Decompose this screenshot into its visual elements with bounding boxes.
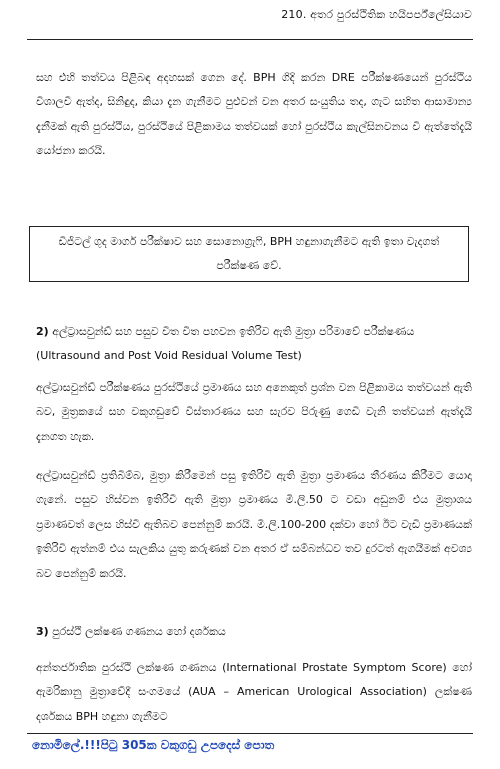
header-divider [27,39,473,40]
footer-divider [27,733,473,734]
section-2-title: අල්ට්‍රාසවුන්ඩ් සහ පසුව විත විත පහවන ඉතිරිව ඇති මුත්‍රා පරිමාවේ පරීක්ෂණය (Ultrasound and Post Void Residual Volume Test) [36,325,415,363]
section-2-paragraph-2: අල්ට්‍රාසවුන්ඩ් ප්‍රතිබිම්බ, මුත්‍රා කිරීමෙන් පසු ඉතිරිවී ඇති මුත්‍රා ප්‍රමාණය තීරණය කිරීමට යොදා ගැනේ. පසුව හිස්වන ඉතිරිවී ඇති මුත්‍රා ප්‍රමාණය මි.ලි.50 ට වඩා අඩුනම් එය මුත්‍රාශය ප්‍රමාණවත් ලෙස හිස්වී ඇතිබව පෙන්නුම් කරයි. මි.ලි.100-200 දක්වා හෝ ඊට වැඩි ප්‍රමාණයක් ඉතිරිවී ඇත්නම් එය සැලකිය යුතු කරුණක් වන අතර ඒ සම්බන්ධව තව දුරටත් ඇගයීමක් අවශ්‍ය බව පෙන්නුම් කරයි. [36,469,472,580]
footer-book-title: නොමිලේ.!!!පිටු 305ක වකුගඩු උපදෙස් පොත [32,738,275,752]
section-3-paragraph-1: අන්තර්ජාතික පුරස්ථි ලක්ෂණ ගණනය (International Prostate Symptom Score) හෝ ඇමරිකානු මුත්‍රාවේදී සංගමයේ (AUA – American Urological Association) ලක්ෂණ දර්ශකය BPH හඳුනා ගැනීමට [36,661,472,723]
callout-text: ඩිජිටල් ගුද මාර්ග පරීක්ෂාව සහ සොනොග්‍රැෆි, BPH හඳුනාගැනීමට ඇති ඉතා වැදගත් පරීක්ෂණ වේ. [58,235,440,272]
section-2-paragraph-1: අල්ට්‍රාසවුන්ඩ් පරීක්ෂණය පුරස්ථියේ ප්‍රමාණය සහ අනෙකුත් ප්‍රශ්න වන පිළිකාමය තත්වයන් ඇති බව, මුත්‍රකයේ සහ වකුගඩුවේ විස්තාරණය සහ සැරව පිරුණු ගෙඩි වැනි තත්වයන් ඇත්දැයි දැනගත හැක. [36,381,472,443]
section-3-number: 3) [36,625,49,638]
page-header: 210. අතර පුරස්ථිතික හයිපර්ප්ලේසියාව [281,8,472,21]
intro-paragraph: සහ එහි තත්වය පිළිබඳ අදහසක් ගෙන දේ. BPH ගිදි කරන DRE පරීක්ෂණයෙන් පුරස්ථිය විශාලවී ඇත්ද, සිනිඳුද, කියා දැන ගැනීමට පුළුවන් වන අතර සංයුතිය තද, ගැට සහිත ආසාමාන්‍ය දැනීමක් ඇති පුරස්ථිය, පුරස්ථියේ පිළිකාමය තත්වයක් හෝ පුරස්ථිය කැල්සිනවනය වී ඇත්තේදැයි යෝජනා කරයි. [36,71,472,158]
section-2-heading [36,320,472,369]
section-2-number: 2) [36,325,49,338]
callout-box [29,226,469,282]
section-3-title: පුරස්ථි ලක්ෂණ ගණනය හෝ දර්ශකය [52,625,226,638]
section-3-heading [36,620,472,644]
